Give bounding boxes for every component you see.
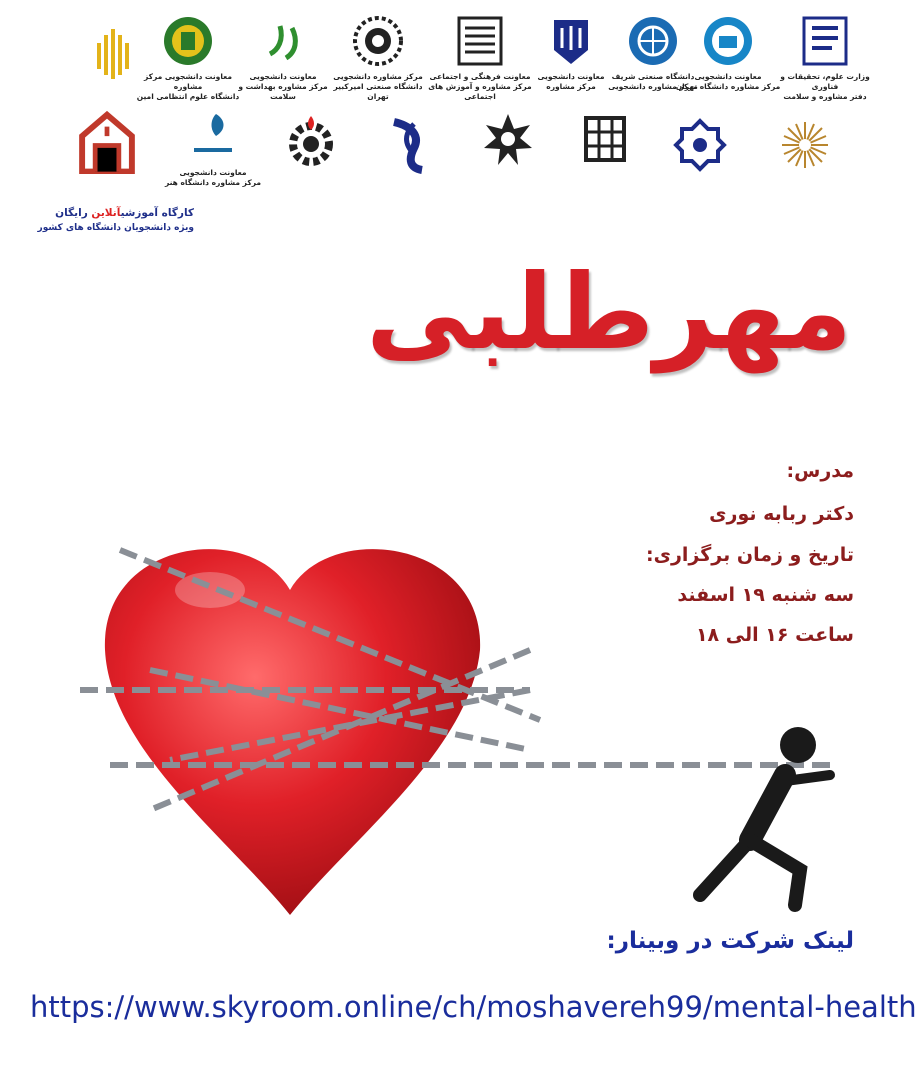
gear-torch-icon — [284, 114, 338, 168]
ministry-science-icon — [798, 14, 852, 68]
chained-heart-illustration — [60, 520, 850, 920]
logo-khajeh-nasir — [645, 118, 755, 176]
logo-amirkabir-university — [323, 14, 433, 102]
logo-caption: معاونت دانشجویی مرکز مشاوره دانشگاه تهران — [675, 72, 781, 91]
logo-shahid-rajaee — [453, 112, 563, 170]
logo-allameh-tabatabaei — [550, 112, 660, 170]
logo-caption: دانشگاه صنعتی شریف مرکز مشاوره دانشجویی — [608, 72, 698, 91]
logo-university-ribbon — [352, 108, 462, 186]
teacher-name: دکتر ربابه نوری — [709, 503, 854, 525]
logo-caption: معاونت دانشجویی مرکز مشاوره — [537, 72, 605, 91]
logo-art-university — [158, 110, 268, 188]
workshop-headline: کارگاه آموزشیآنلاین رایگان — [55, 207, 194, 219]
webinar-link-label: لینک شرکت در وبینار: — [606, 928, 854, 954]
logo-caption: مرکز مشاوره دانشجویی دانشگاه صنعتی امیرکبیر تهران — [333, 72, 423, 101]
logo-imam-hossein — [58, 14, 168, 98]
event-time: ساعت ۱۶ الی ۱۸ — [695, 624, 854, 646]
logo-social-deputy — [750, 118, 860, 176]
logo-caption: معاونت فرهنگی و اجتماعی مرکز مشاوره و آموزش های اجتماعی — [428, 72, 532, 101]
amirkabir-university-icon — [351, 14, 405, 68]
logo-shahed-university — [52, 110, 162, 178]
date-label: تاریخ و زمان برگزاری: — [645, 544, 854, 566]
shahid-beheshti-icon — [453, 14, 507, 68]
heart-shape — [105, 549, 480, 915]
sharif-university-icon — [626, 14, 680, 68]
university-shield-icon — [544, 14, 598, 68]
logo-caption: معاونت دانشجویی مرکز مشاوره دانشگاه هنر — [164, 168, 262, 187]
social-deputy-icon — [778, 118, 832, 172]
workshop-subheadline: ویژه دانشجویان دانشگاه های کشور — [37, 223, 194, 233]
shahid-rajaee-icon — [481, 112, 535, 166]
art-university-icon — [186, 110, 240, 164]
event-date: سه شنبه ۱۹ اسفند — [677, 584, 854, 606]
logo-caption: وزارت علوم، تحقیقات و فناوری دفتر مشاوره و سلامت — [780, 72, 870, 101]
webinar-link[interactable]: https://www.skyroom.online/ch/moshavereh99/mental-health — [30, 990, 917, 1024]
logo-gear-torch — [256, 114, 366, 172]
alzahra-university-icon — [256, 14, 310, 68]
logo-caption: معاونت دانشجویی مرکز مشاوره دانشگاه علوم انتظامی امین — [136, 72, 240, 101]
imam-hossein-icon — [86, 14, 140, 94]
logo-caption: معاونت دانشجویی مرکز مشاوره بهداشت و سلامت — [238, 72, 328, 101]
allameh-tabatabaei-icon — [578, 112, 632, 166]
shahed-university-icon — [72, 110, 142, 174]
tehran-university-icon — [701, 14, 755, 68]
logo-shahid-beheshti — [425, 14, 535, 102]
teacher-label: مدرس: — [786, 460, 854, 482]
khajeh-nasir-icon — [673, 118, 727, 172]
logo-alzahra-university — [228, 14, 338, 102]
page-title: مهرطلبی — [366, 251, 852, 373]
police-university-icon — [161, 14, 215, 68]
university-ribbon-icon — [380, 108, 434, 182]
logo-ministry-science — [770, 14, 880, 102]
pulling-person-icon — [700, 727, 830, 905]
